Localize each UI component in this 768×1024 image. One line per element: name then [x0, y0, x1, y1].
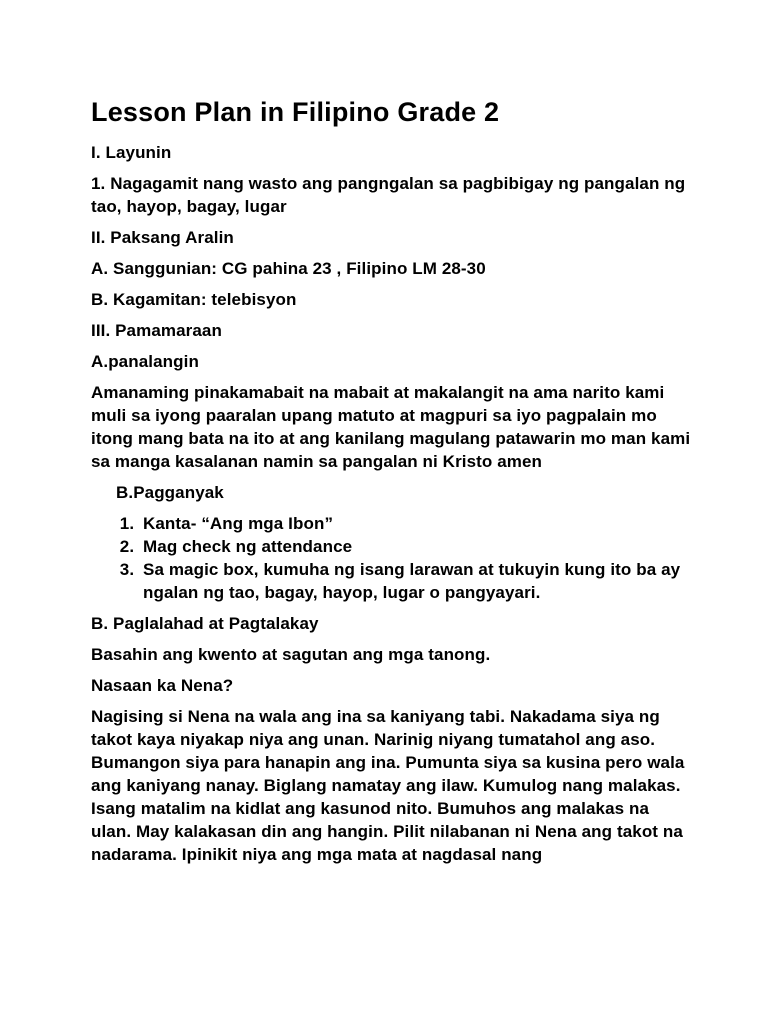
presentation-instruction: Basahin ang kwento at sagutan ang mga tanong. — [91, 645, 491, 664]
prayer-heading: A.panalangin — [91, 352, 199, 371]
motivation-item: 3. Sa magic box, kumuha ng isang larawan at tukuyin kung ito ba ay ngalan ng tao, bagay, hayop, lugar o pangyayari. — [139, 558, 691, 604]
presentation-heading: B. Paglalahad at Pagtalakay — [91, 614, 319, 633]
subject-heading: II. Paksang Aralin — [91, 228, 234, 247]
procedure-heading: III. Pamamaraan — [91, 321, 222, 340]
motivation-list — [91, 512, 691, 604]
story-text: Nagising si Nena na wala ang ina sa kaniyang tabi. Nakadama siya ng takot kaya niyakap niya ang unan. Narinig niyang tumatahol ang aso. Bumangon siya para hanapin ang ina. Pumunta siya sa kusina pero wala ang kaniyang nanay. Biglang namatay ang ilaw. Kumulog nang malakas. Isang matalim na kidlat ang kasunod nito. Bumuhos ang malakas na ulan. May kalakasan din ang hangin. Pilit nilabanan ni Nena ang takot na nadarama. Ipinikit niya ang mga mata at nagdasal nang — [91, 707, 685, 864]
objective-item: 1. Nagagamit nang wasto ang pangngalan sa pagbibigay ng pangalan ng tao, hayop, bagay, lugar — [91, 174, 686, 216]
motivation-item: 2. Mag check ng attendance — [139, 535, 691, 558]
story-title: Nasaan ka Nena? — [91, 676, 234, 695]
objectives-heading: I. Layunin — [91, 143, 172, 162]
reference-line: A. Sanggunian: CG pahina 23 , Filipino LM 28-30 — [91, 259, 486, 278]
materials-line: B. Kagamitan: telebisyon — [91, 290, 297, 309]
motivation-item: 1. Kanta- “Ang mga Ibon” — [139, 512, 691, 535]
document-title: Lesson Plan in Filipino Grade 2 — [91, 97, 500, 127]
document-body — [91, 96, 691, 874]
motivation-heading: B.Pagganyak — [116, 483, 224, 502]
prayer-text: Amanaming pinakamabait na mabait at makalangit na ama narito kami muli sa iyong paaralan upang matuto at magpuri sa iyo pagpalain mo itong mang bata na ito at ang kanilang magulang patawarin mo man kami sa manga kasalanan namin sa pangalan ni Kristo amen — [91, 383, 691, 471]
